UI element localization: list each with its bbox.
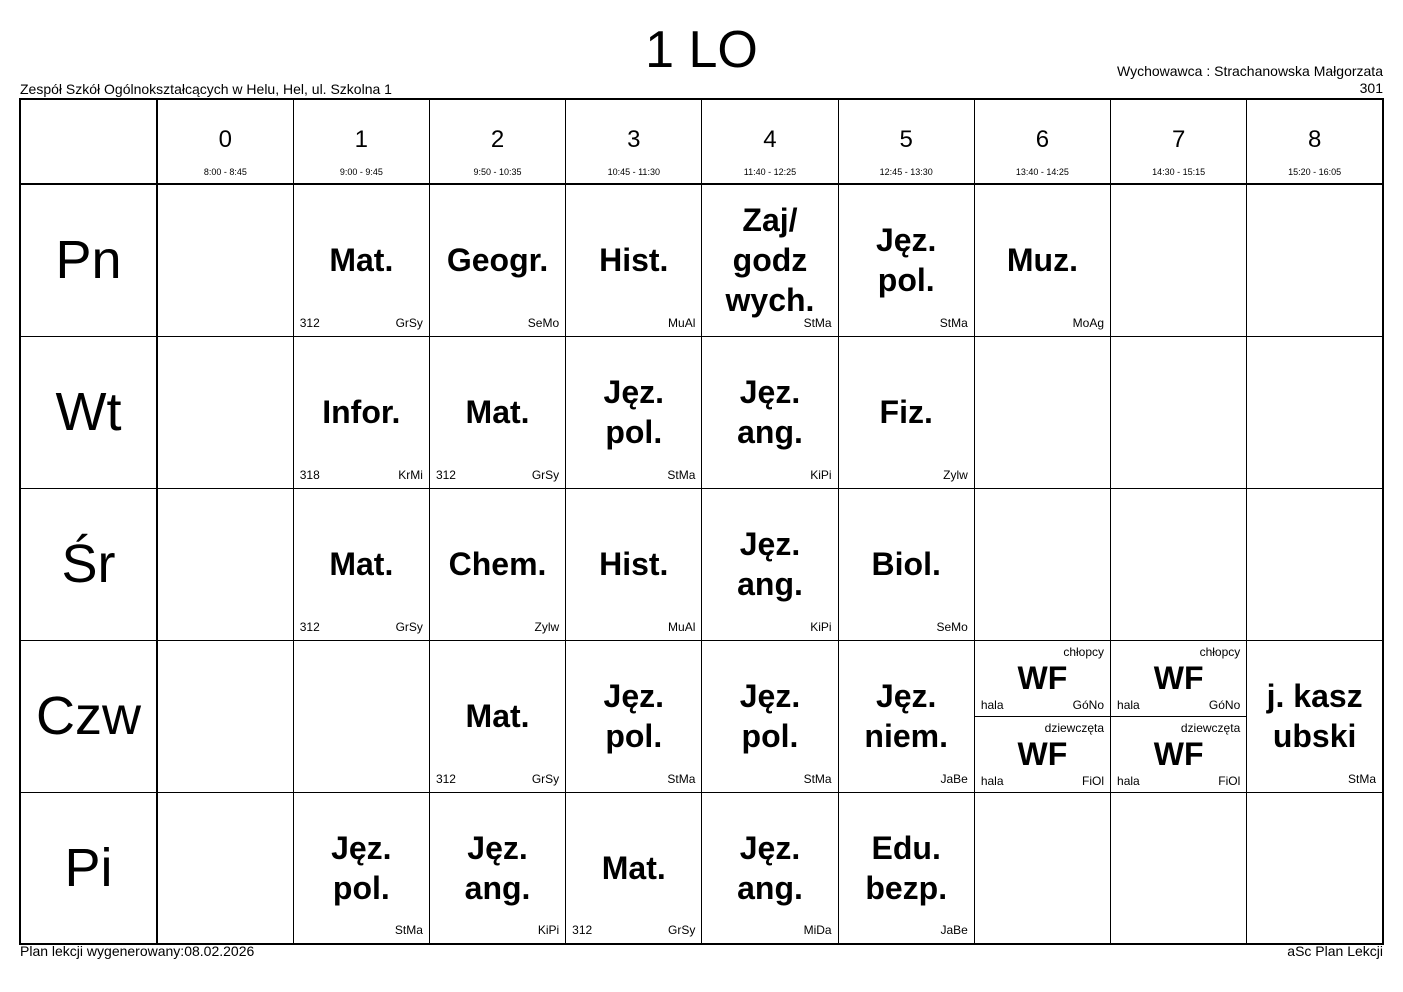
period-header-5 xyxy=(838,99,974,184)
lesson xyxy=(839,793,974,944)
day-name: Wt xyxy=(55,382,122,442)
period-header-1 xyxy=(293,99,429,184)
lesson-cell xyxy=(157,488,293,640)
lesson xyxy=(566,489,701,640)
lesson xyxy=(839,337,974,488)
lesson-cell xyxy=(566,184,702,336)
lesson-cell xyxy=(293,336,429,488)
lesson xyxy=(294,337,429,488)
lesson-cell xyxy=(157,640,293,792)
period-number: 0 xyxy=(218,126,233,153)
lesson xyxy=(702,641,837,792)
lesson-subject: j. kasz ubski xyxy=(1266,678,1363,754)
lesson-cell xyxy=(429,640,565,792)
page-title: 1 LO xyxy=(645,21,758,79)
lesson-subject: Mat. xyxy=(465,394,530,430)
lesson-cell xyxy=(566,488,702,640)
lesson-teacher: StMa xyxy=(939,315,968,330)
day-cell xyxy=(20,184,157,336)
lesson-cell xyxy=(702,792,838,944)
lesson xyxy=(294,793,429,944)
lesson-cell xyxy=(293,792,429,944)
lesson-subject: Infor. xyxy=(322,394,401,430)
lesson-teacher: GrSy xyxy=(531,771,560,786)
lesson-subject: WF xyxy=(1017,735,1068,772)
period-header-4 xyxy=(702,99,838,184)
lesson-teacher: StMa xyxy=(1347,771,1376,786)
lesson-teacher: KiPi xyxy=(810,619,832,634)
lesson-cell xyxy=(1247,792,1383,944)
period-header-2 xyxy=(429,99,565,184)
lesson-cell xyxy=(838,792,974,944)
lesson xyxy=(294,489,429,640)
lesson-cell xyxy=(838,184,974,336)
lesson xyxy=(702,489,837,640)
lesson-cell xyxy=(974,184,1110,336)
lesson-group xyxy=(975,641,1110,717)
lesson-room: hala xyxy=(980,697,1004,712)
lesson-group xyxy=(1111,717,1246,792)
lesson-subject: Jęz. ang. xyxy=(737,526,803,602)
lesson xyxy=(566,641,701,792)
lesson xyxy=(566,337,701,488)
lesson-room: 312 xyxy=(435,771,456,786)
day-row xyxy=(20,640,1383,792)
period-number: 3 xyxy=(627,126,641,153)
lesson-teacher: MuAl xyxy=(668,619,696,634)
lesson-cell xyxy=(702,336,838,488)
lesson-cell xyxy=(1111,792,1247,944)
lesson-subject: Jęz. niem. xyxy=(864,678,948,754)
day-name: Czw xyxy=(36,686,141,746)
lesson-teacher: GrSy xyxy=(668,923,696,937)
lesson-cell xyxy=(566,640,702,792)
day-name: Pi xyxy=(64,837,113,898)
lesson-subject: Jęz. pol. xyxy=(603,678,664,754)
period-time: 15:20 - 16:05 xyxy=(1288,167,1342,177)
lesson-group xyxy=(975,717,1110,792)
lesson-cell xyxy=(157,336,293,488)
lesson-teacher: KiPi xyxy=(537,923,560,937)
period-number: 6 xyxy=(1035,126,1050,153)
lesson-subject: Jęz. ang. xyxy=(737,374,803,450)
lesson-subject: Mat. xyxy=(329,242,394,279)
period-header-0 xyxy=(157,99,293,184)
tutor-room: 301 xyxy=(1359,80,1383,96)
lesson xyxy=(839,489,974,640)
lesson-cell xyxy=(429,488,565,640)
lesson xyxy=(566,793,701,944)
day-row xyxy=(20,184,1383,336)
lesson-cell xyxy=(293,488,429,640)
lesson-subject: Hist. xyxy=(599,242,669,279)
period-number: 2 xyxy=(490,126,505,153)
lesson-subject: Muz. xyxy=(1006,242,1078,279)
period-number: 1 xyxy=(354,126,368,153)
lesson-teacher: FiOl xyxy=(1082,773,1105,788)
lesson-teacher: MuAl xyxy=(668,315,696,330)
lesson-teacher: StMa xyxy=(667,771,696,786)
period-time: 11:40 - 12:25 xyxy=(743,167,797,177)
lesson-cell xyxy=(566,792,702,944)
group-name: dziewczęta xyxy=(1044,720,1105,735)
lesson-cell xyxy=(566,336,702,488)
lesson-cell xyxy=(1111,640,1247,792)
lesson xyxy=(839,185,974,336)
group-name: chłopcy xyxy=(1199,644,1241,659)
period-header-7 xyxy=(1111,99,1247,184)
day-row xyxy=(20,336,1383,488)
lesson-subject: Biol. xyxy=(871,546,941,582)
period-header-3 xyxy=(566,99,702,184)
lesson-cell xyxy=(702,640,838,792)
lesson-subject: Fiz. xyxy=(879,394,933,430)
lesson xyxy=(294,185,429,336)
group-name: chłopcy xyxy=(1063,644,1105,659)
generator-brand: aSc Plan Lekcji xyxy=(1287,943,1383,959)
lesson-subject: Zaj/ godz wych. xyxy=(725,202,815,319)
day-row xyxy=(20,792,1383,944)
day-cell xyxy=(20,336,157,488)
lesson-teacher: FiOl xyxy=(1218,773,1241,788)
period-time: 9:00 - 9:45 xyxy=(339,167,383,177)
period-time: 9:50 - 10:35 xyxy=(473,167,522,177)
lesson-subject: Mat. xyxy=(465,698,530,734)
lesson-subject: Jęz. pol. xyxy=(875,222,937,299)
lesson-group xyxy=(1111,641,1246,717)
lesson-teacher: GóNo xyxy=(1208,697,1241,712)
lesson xyxy=(702,793,837,944)
lesson-teacher: GrSy xyxy=(531,467,560,482)
school-name: Zespół Szkół Ogólnokształcących w Helu, Hel, ul. Szkolna 1 xyxy=(20,81,392,97)
group-name: dziewczęta xyxy=(1180,720,1241,735)
day-cell xyxy=(20,488,157,640)
period-number: 5 xyxy=(899,126,913,153)
lesson-subject: Jęz. pol. xyxy=(603,374,664,450)
lesson-cell xyxy=(1247,184,1383,336)
lesson-subject: Chem. xyxy=(448,546,547,582)
lesson-subject: Geogr. xyxy=(446,242,549,279)
lesson-cell xyxy=(838,640,974,792)
tutor-name: Wychowawca : Strachanowska Małgorzata xyxy=(1117,63,1383,79)
lesson-cell xyxy=(838,336,974,488)
lesson xyxy=(1247,641,1382,792)
lesson-room: hala xyxy=(980,773,1004,788)
day-row xyxy=(20,488,1383,640)
lesson-teacher: GrSy xyxy=(395,315,423,330)
lesson-teacher: GóNo xyxy=(1072,697,1105,712)
lesson-room: 312 xyxy=(435,467,456,482)
lesson-teacher: JaBe xyxy=(940,771,968,786)
day-name: Śr xyxy=(61,534,116,594)
lesson-teacher: GrSy xyxy=(395,619,423,634)
lesson-teacher: Zylw xyxy=(534,619,560,634)
lesson-subject: WF xyxy=(1153,659,1204,696)
lesson-teacher: StMa xyxy=(667,467,696,482)
lesson-subject: Jęz. pol. xyxy=(331,829,392,906)
lesson xyxy=(430,185,565,336)
lesson-cell xyxy=(429,336,565,488)
lesson xyxy=(430,793,565,944)
day-cell xyxy=(20,792,157,944)
lesson-cell xyxy=(293,184,429,336)
lesson xyxy=(430,641,565,792)
day-cell xyxy=(20,640,157,792)
lesson-cell xyxy=(1111,336,1247,488)
lesson-cell xyxy=(157,792,293,944)
lesson xyxy=(975,185,1110,336)
lesson-cell xyxy=(1247,336,1383,488)
day-name: Pn xyxy=(55,230,122,291)
lesson-cell xyxy=(702,184,838,336)
lesson-teacher: Zylw xyxy=(943,467,968,482)
lesson xyxy=(566,185,701,336)
lesson xyxy=(702,337,837,488)
lesson-subject: WF xyxy=(1153,735,1204,772)
lesson-room: hala xyxy=(1117,773,1140,788)
lesson-subject: Edu. bezp. xyxy=(865,829,948,906)
lesson-cell xyxy=(429,184,565,336)
period-time: 8:00 - 8:45 xyxy=(203,167,247,177)
lesson-cell xyxy=(1111,488,1247,640)
lesson-cell xyxy=(429,792,565,944)
lesson-teacher: StMa xyxy=(803,771,832,786)
lesson-cell xyxy=(1111,184,1247,336)
period-number: 8 xyxy=(1307,126,1322,153)
lesson-room: hala xyxy=(1117,697,1140,712)
lesson-subject: WF xyxy=(1017,659,1068,696)
lesson-teacher: MiDa xyxy=(803,923,832,937)
lesson-cell xyxy=(974,640,1110,792)
lesson-cell xyxy=(838,488,974,640)
lesson xyxy=(702,185,837,336)
lesson-cell xyxy=(702,488,838,640)
period-header-8 xyxy=(1247,99,1383,184)
lesson-teacher: SeMo xyxy=(527,315,560,330)
lesson-room: 312 xyxy=(299,619,320,634)
lesson-teacher: StMa xyxy=(803,315,832,330)
generated-date: Plan lekcji wygenerowany:08.02.2026 xyxy=(20,943,255,959)
lesson-subject: Jęz. ang. xyxy=(464,829,531,906)
lesson-teacher: StMa xyxy=(394,923,423,937)
lesson-cell xyxy=(157,184,293,336)
lesson-subject: Hist. xyxy=(599,546,669,582)
lesson-room: 312 xyxy=(299,315,320,330)
corner-cell xyxy=(20,99,157,184)
lesson-teacher: KiPi xyxy=(810,467,832,482)
lesson-subject: Jęz. ang. xyxy=(737,829,803,906)
lesson xyxy=(430,337,565,488)
lesson-teacher: KrMi xyxy=(398,467,423,482)
lesson-teacher: JaBe xyxy=(940,923,968,937)
lesson xyxy=(839,641,974,792)
tutor-info xyxy=(1117,63,1383,97)
lesson-cell xyxy=(974,336,1110,488)
lesson-cell xyxy=(1247,488,1383,640)
lesson-teacher: SeMo xyxy=(936,619,968,634)
lesson-cell xyxy=(974,792,1110,944)
lesson-room: 318 xyxy=(299,467,320,482)
period-time: 14:30 - 15:15 xyxy=(1152,167,1206,177)
lesson-cell xyxy=(293,640,429,792)
period-time: 12:45 - 13:30 xyxy=(879,167,933,177)
period-number: 7 xyxy=(1171,126,1186,153)
period-number: 4 xyxy=(763,126,777,153)
period-time: 10:45 - 11:30 xyxy=(607,167,660,177)
lesson-cell xyxy=(1247,640,1383,792)
lesson-cell xyxy=(974,488,1110,640)
period-time: 13:40 - 14:25 xyxy=(1015,167,1069,177)
lesson-room: 312 xyxy=(572,923,593,937)
lesson xyxy=(430,489,565,640)
timetable-grid xyxy=(19,98,1384,945)
period-header-row xyxy=(20,99,1383,184)
period-header-6 xyxy=(974,99,1110,184)
lesson-subject: Jęz. pol. xyxy=(739,678,801,754)
lesson-teacher: MoAg xyxy=(1072,315,1105,330)
lesson-subject: Mat. xyxy=(329,546,394,582)
lesson-subject: Mat. xyxy=(601,849,666,886)
